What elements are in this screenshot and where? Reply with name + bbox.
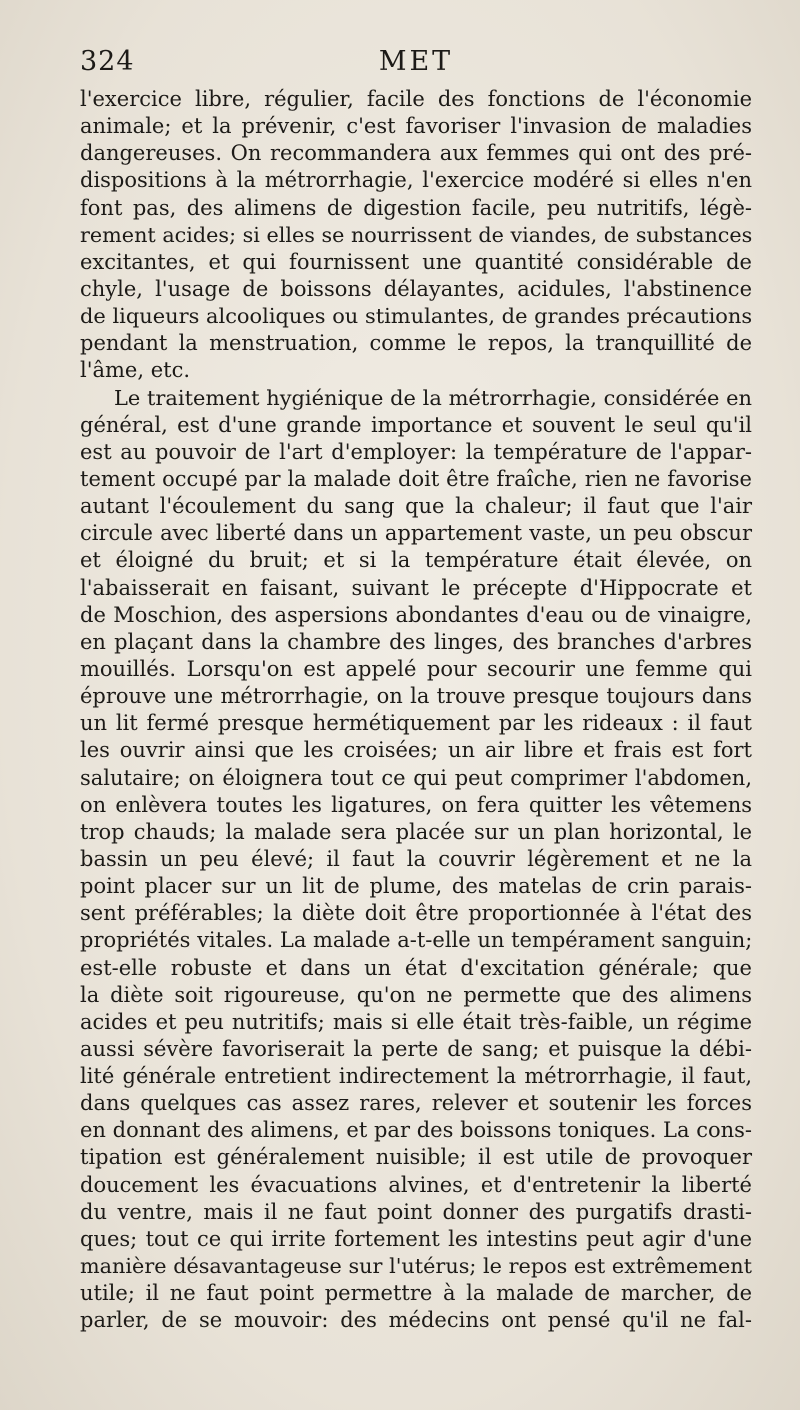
text-line: tipation est généralement nuisible; il est utile de provoquer [80,1145,752,1170]
text-line: est-elle robuste et dans un état d'excitation générale; que [80,955,752,980]
text-line: sent préférables; la diète doit être proportionnée à l'état des [80,901,752,926]
text-line: circule avec liberté dans un appartement vaste, un peu obscur [80,521,752,546]
text-line: trop chauds; la malade sera placée sur un plan horizontal, le [80,819,752,844]
text-line: aussi sévère favoriserait la perte de sang; et puisque la débi- [80,1036,752,1061]
text-line: animale; et la prévenir, c'est favoriser l'invasion de maladies [80,114,752,139]
text-line: autant l'écoulement du sang que la chaleur; il faut que l'air [80,494,752,519]
text-line: tement occupé par la malade doit être fraîche, rien ne favorise [80,466,752,491]
text-line: dans quelques cas assez rares, relever et soutenir les forces [80,1091,752,1116]
running-head [80,46,752,86]
text-line: en plaçant dans la chambre des linges, des branches d'arbres [80,629,752,654]
text-line: est au pouvoir de l'art d'employer: la température de l'appar- [80,439,752,464]
text-line: ques; tout ce qui irrite fortement les intestins peut agir d'une [80,1226,752,1251]
text-line: on enlèvera toutes les ligatures, on fera quitter les vêtemens [80,792,752,817]
text-line: et éloigné du bruit; et si la température était élevée, on [80,548,752,573]
text-line: mouillés. Lorsqu'on est appelé pour secourir une femme qui [80,656,752,681]
paragraph-start-line: Le traitement hygiénique de la métrorrhagie, considérée en [114,385,752,410]
text-line: du ventre, mais il ne faut point donner des purgatifs drasti- [80,1199,752,1224]
text-line: en donnant des alimens, et par des boissons toniques. La cons- [80,1118,752,1143]
text-line: pendant la menstruation, comme le repos, la tranquillité de [80,331,752,356]
text-line: un lit fermé presque hermétiquement par les rideaux : il faut [80,711,752,736]
text-line: lité générale entretient indirectement la métrorrhagie, il faut, [80,1064,752,1089]
text-line: l'abaisserait en faisant, suivant le précepte d'Hippocrate et [80,575,752,600]
text-line: parler, de se mouvoir: des médecins ont pensé qu'il ne fal- [80,1308,752,1333]
text-line: doucement les évacuations alvines, et d'entretenir la liberté [80,1172,752,1197]
text-line: dispositions à la métrorrhagie, l'exercice modéré si elles n'en [80,168,752,193]
body-text [80,86,752,1334]
text-line: général, est d'une grande importance et souvent le seul qu'il [80,412,752,437]
text-line: utile; il ne faut point permettre à la malade de marcher, de [80,1281,752,1306]
text-line: de liqueurs alcooliques ou stimulantes, de grandes précautions [80,304,753,329]
paragraph-end-line: l'âme, etc. [80,358,191,383]
text-line: la diète soit rigoureuse, qu'on ne permette que des alimens [80,982,752,1007]
text-line: salutaire; on éloignera tout ce qui peut comprimer l'abdomen, [80,765,752,790]
page-number: 324 [80,46,135,77]
text-line: l'exercice libre, régulier, facile des fonctions de l'économie [80,87,752,111]
running-title: MET [378,46,454,77]
text-line: chyle, l'usage de boissons délayantes, acidules, l'abstinence [80,276,752,301]
text-line: éprouve une métrorrhagie, on la trouve presque toujours dans [80,684,752,709]
text-line: bassin un peu élevé; il faut la couvrir légèrement et ne la [80,846,752,871]
text-line: rement acides; si elles se nourrissent de viandes, de substances [80,222,753,247]
text-line: les ouvrir ainsi que les croisées; un air libre et frais est fort [80,738,752,763]
text-line: point placer sur un lit de plume, des matelas de crin parais- [80,874,752,899]
text-line: excitantes, et qui fournissent une quantité considérable de [80,249,752,274]
text-line: dangereuses. On recommandera aux femmes qui ont des pré- [80,141,752,166]
text-line: font pas, des alimens de digestion facile, peu nutritifs, légè- [80,195,752,220]
text-line: de Moschion, des aspersions abondantes d'eau ou de vinaigre, [80,602,752,627]
text-line: manière désavantageuse sur l'utérus; le repos est extrêmement [80,1254,752,1279]
text-line: acides et peu nutritifs; mais si elle était très-faible, un régime [80,1009,752,1034]
text-line: propriétés vitales. La malade a-t-elle un tempérament sanguin; [80,928,753,953]
